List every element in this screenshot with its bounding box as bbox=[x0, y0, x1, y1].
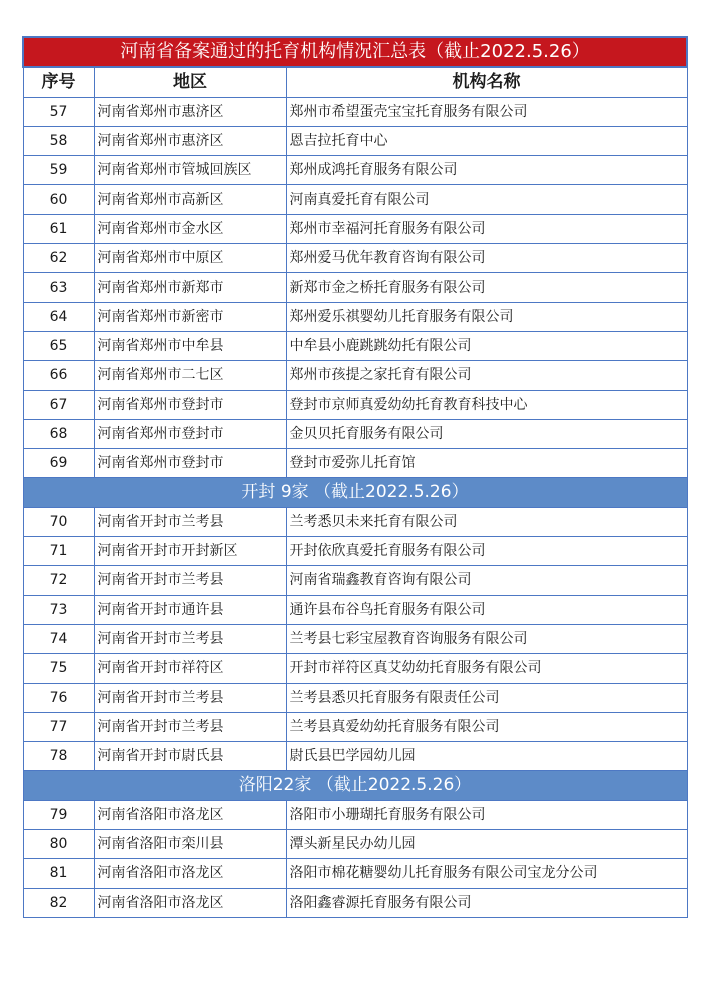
region-cell: 河南省开封市开封新区 bbox=[94, 537, 286, 566]
serial-number-cell: 57 bbox=[23, 97, 94, 126]
table-row bbox=[23, 742, 687, 771]
region-cell: 河南省郑州市中牟县 bbox=[94, 331, 286, 360]
region-cell: 河南省郑州市管城回族区 bbox=[94, 156, 286, 185]
table-row bbox=[23, 302, 687, 331]
section-heading-row bbox=[23, 771, 687, 800]
serial-number-cell: 58 bbox=[23, 126, 94, 155]
institution-name-cell: 郑州爱马优年教育咨询有限公司 bbox=[286, 244, 687, 273]
header-institution-name: 机构名称 bbox=[286, 67, 687, 97]
institution-name-cell: 兰考县七彩宝屋教育咨询服务有限公司 bbox=[286, 624, 687, 653]
institution-name-cell: 兰考县真爱幼幼托育服务有限公司 bbox=[286, 712, 687, 741]
region-cell: 河南省郑州市登封市 bbox=[94, 390, 286, 419]
serial-number-cell: 79 bbox=[23, 800, 94, 829]
region-cell: 河南省开封市兰考县 bbox=[94, 507, 286, 536]
serial-number-cell: 71 bbox=[23, 537, 94, 566]
section-heading-row bbox=[23, 478, 687, 507]
institution-name-cell: 兰考县悉贝托育服务有限责任公司 bbox=[286, 683, 687, 712]
region-cell: 河南省郑州市登封市 bbox=[94, 419, 286, 448]
table-row bbox=[23, 185, 687, 214]
institution-name-cell: 洛阳市棉花糖婴幼儿托育服务有限公司宝龙分公司 bbox=[286, 859, 687, 888]
institution-name-cell: 恩吉拉托育中心 bbox=[286, 126, 687, 155]
institution-name-cell: 开封依欣真爱托育服务有限公司 bbox=[286, 537, 687, 566]
serial-number-cell: 82 bbox=[23, 888, 94, 917]
institution-name-cell: 河南省瑞鑫教育咨询有限公司 bbox=[286, 566, 687, 595]
serial-number-cell: 70 bbox=[23, 507, 94, 536]
table-row bbox=[23, 507, 687, 536]
institution-name-cell: 尉氏县巴学园幼儿园 bbox=[286, 742, 687, 771]
serial-number-cell: 77 bbox=[23, 712, 94, 741]
region-cell: 河南省洛阳市洛龙区 bbox=[94, 859, 286, 888]
table-row bbox=[23, 97, 687, 126]
region-cell: 河南省洛阳市洛龙区 bbox=[94, 888, 286, 917]
serial-number-cell: 80 bbox=[23, 830, 94, 859]
institution-name-cell: 郑州市希望蛋壳宝宝托育服务有限公司 bbox=[286, 97, 687, 126]
region-cell: 河南省郑州市金水区 bbox=[94, 214, 286, 243]
table-row bbox=[23, 419, 687, 448]
table-row bbox=[23, 244, 687, 273]
section-heading: 开封 9家 （截止2022.5.26） bbox=[23, 478, 687, 507]
table-row bbox=[23, 214, 687, 243]
institution-name-cell: 开封市祥符区真艾幼幼托育服务有限公司 bbox=[286, 654, 687, 683]
region-cell: 河南省郑州市中原区 bbox=[94, 244, 286, 273]
serial-number-cell: 59 bbox=[23, 156, 94, 185]
serial-number-cell: 60 bbox=[23, 185, 94, 214]
region-cell: 河南省洛阳市栾川县 bbox=[94, 830, 286, 859]
institution-name-cell: 潭头新星民办幼儿园 bbox=[286, 830, 687, 859]
institution-name-cell: 郑州市孩提之家托育有限公司 bbox=[286, 361, 687, 390]
serial-number-cell: 66 bbox=[23, 361, 94, 390]
region-cell: 河南省郑州市二七区 bbox=[94, 361, 286, 390]
table-row bbox=[23, 654, 687, 683]
institution-name-cell: 新郑市金之桥托育服务有限公司 bbox=[286, 273, 687, 302]
table-row bbox=[23, 595, 687, 624]
institution-name-cell: 登封市京师真爱幼幼托育教育科技中心 bbox=[286, 390, 687, 419]
table-row bbox=[23, 888, 687, 917]
region-cell: 河南省开封市祥符区 bbox=[94, 654, 286, 683]
institution-name-cell: 中牟县小鹿跳跳幼托有限公司 bbox=[286, 331, 687, 360]
table-row bbox=[23, 683, 687, 712]
table-row bbox=[23, 273, 687, 302]
table-row bbox=[23, 566, 687, 595]
region-cell: 河南省开封市尉氏县 bbox=[94, 742, 286, 771]
institution-name-cell: 郑州爱乐祺婴幼儿托育服务有限公司 bbox=[286, 302, 687, 331]
serial-number-cell: 76 bbox=[23, 683, 94, 712]
region-cell: 河南省开封市通许县 bbox=[94, 595, 286, 624]
region-cell: 河南省郑州市惠济区 bbox=[94, 97, 286, 126]
table-row bbox=[23, 449, 687, 478]
table-row bbox=[23, 537, 687, 566]
table-row bbox=[23, 331, 687, 360]
serial-number-cell: 74 bbox=[23, 624, 94, 653]
section-heading: 洛阳22家 （截止2022.5.26） bbox=[23, 771, 687, 800]
serial-number-cell: 62 bbox=[23, 244, 94, 273]
table-title: 河南省备案通过的托育机构情况汇总表（截止2022.5.26） bbox=[23, 37, 687, 67]
table-row bbox=[23, 800, 687, 829]
institution-name-cell: 郑州成鸿托育服务有限公司 bbox=[286, 156, 687, 185]
table-row bbox=[23, 390, 687, 419]
region-cell: 河南省郑州市高新区 bbox=[94, 185, 286, 214]
serial-number-cell: 68 bbox=[23, 419, 94, 448]
institution-name-cell: 洛阳市小珊瑚托育服务有限公司 bbox=[286, 800, 687, 829]
title-row bbox=[23, 37, 687, 67]
region-cell: 河南省开封市兰考县 bbox=[94, 624, 286, 653]
table-row bbox=[23, 361, 687, 390]
institution-name-cell: 通许县布谷鸟托育服务有限公司 bbox=[286, 595, 687, 624]
serial-number-cell: 64 bbox=[23, 302, 94, 331]
serial-number-cell: 65 bbox=[23, 331, 94, 360]
table-row bbox=[23, 624, 687, 653]
serial-number-cell: 72 bbox=[23, 566, 94, 595]
serial-number-cell: 61 bbox=[23, 214, 94, 243]
region-cell: 河南省郑州市惠济区 bbox=[94, 126, 286, 155]
region-cell: 河南省开封市兰考县 bbox=[94, 712, 286, 741]
table-row bbox=[23, 830, 687, 859]
serial-number-cell: 81 bbox=[23, 859, 94, 888]
table-row bbox=[23, 126, 687, 155]
header-row bbox=[23, 67, 687, 97]
header-region: 地区 bbox=[94, 67, 286, 97]
institution-name-cell: 兰考悉贝未来托育有限公司 bbox=[286, 507, 687, 536]
serial-number-cell: 67 bbox=[23, 390, 94, 419]
table-row bbox=[23, 156, 687, 185]
institution-name-cell: 河南真爱托育有限公司 bbox=[286, 185, 687, 214]
serial-number-cell: 69 bbox=[23, 449, 94, 478]
table-row bbox=[23, 712, 687, 741]
institution-table bbox=[22, 36, 688, 918]
institution-name-cell: 郑州市幸福河托育服务有限公司 bbox=[286, 214, 687, 243]
region-cell: 河南省洛阳市洛龙区 bbox=[94, 800, 286, 829]
region-cell: 河南省开封市兰考县 bbox=[94, 683, 286, 712]
serial-number-cell: 73 bbox=[23, 595, 94, 624]
serial-number-cell: 63 bbox=[23, 273, 94, 302]
header-serial-number: 序号 bbox=[23, 67, 94, 97]
institution-name-cell: 洛阳鑫睿源托育服务有限公司 bbox=[286, 888, 687, 917]
serial-number-cell: 78 bbox=[23, 742, 94, 771]
region-cell: 河南省开封市兰考县 bbox=[94, 566, 286, 595]
institution-name-cell: 登封市爱弥儿托育馆 bbox=[286, 449, 687, 478]
institution-name-cell: 金贝贝托育服务有限公司 bbox=[286, 419, 687, 448]
region-cell: 河南省郑州市登封市 bbox=[94, 449, 286, 478]
table-row bbox=[23, 859, 687, 888]
region-cell: 河南省郑州市新郑市 bbox=[94, 273, 286, 302]
region-cell: 河南省郑州市新密市 bbox=[94, 302, 286, 331]
serial-number-cell: 75 bbox=[23, 654, 94, 683]
